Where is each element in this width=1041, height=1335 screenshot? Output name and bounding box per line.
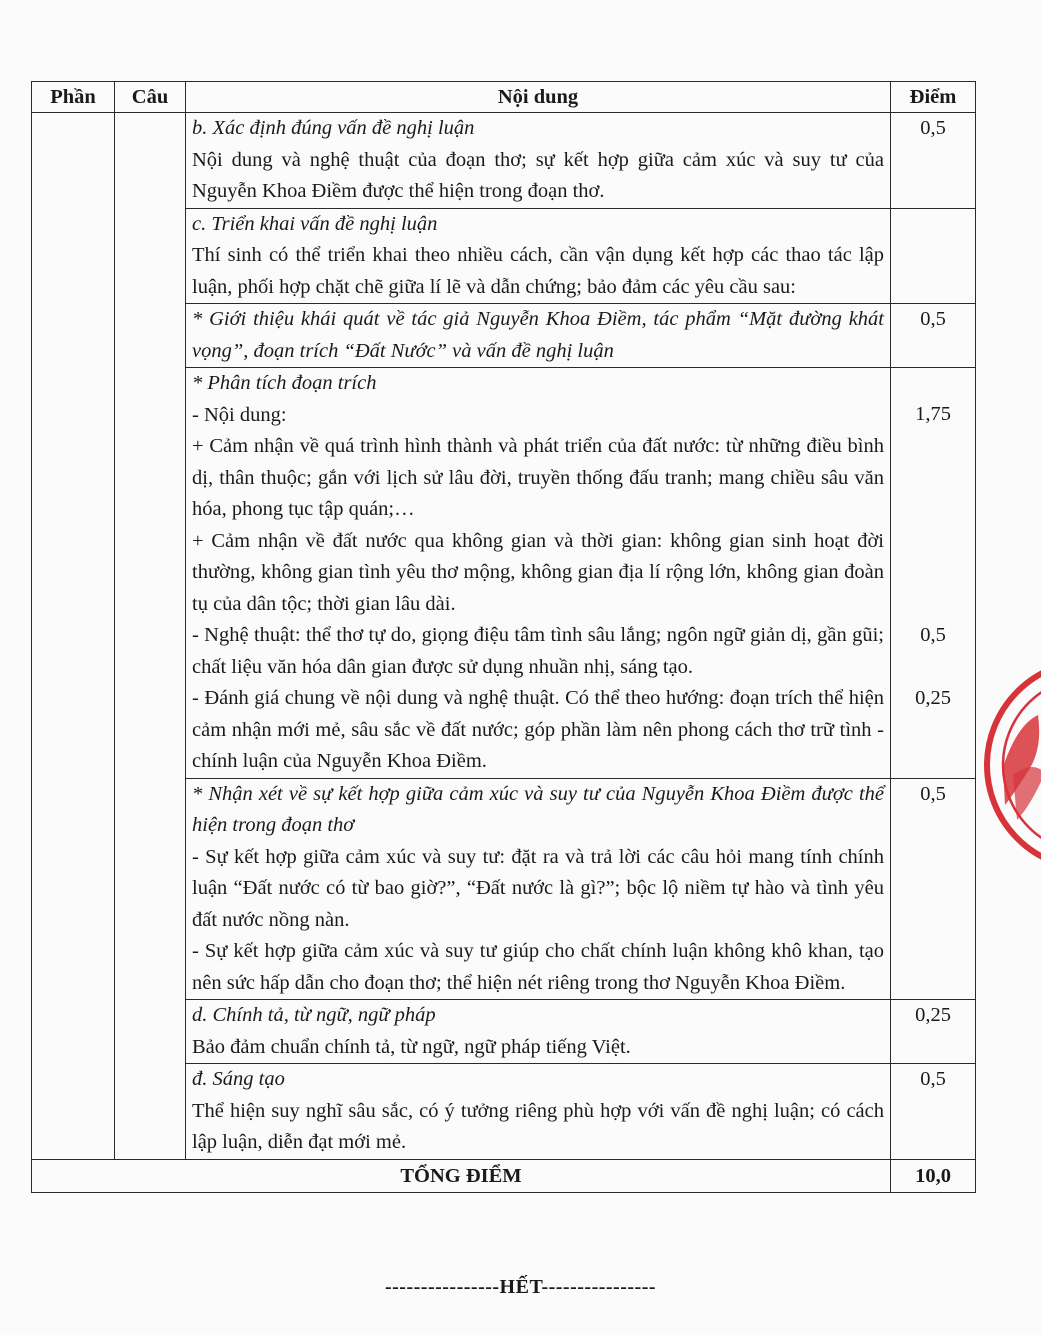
- header-part: Phần: [32, 82, 115, 113]
- analysis-content-score: 1,75: [915, 403, 951, 425]
- remark-content: [186, 778, 891, 1000]
- section-c-score: [891, 208, 976, 304]
- intro-content: [186, 304, 891, 368]
- section-b-text: Nội dung và nghệ thuật của đoạn thơ; sự kết hợp giữa cảm xúc và suy tư của Nguyễn Khoa Điềm được thể hiện trong đoạn thơ.: [192, 148, 884, 202]
- table-header-row: [32, 82, 976, 113]
- remark-point-2: - Sự kết hợp giữa cảm xúc và suy tư giúp cho chất chính luận không khô khan, tạo nên sức hấp dẫn cho đoạn thơ; thể hiện nét riêng trong thơ Nguyễn Khoa Điềm.: [192, 940, 884, 994]
- section-b-score: 0,5: [891, 113, 976, 209]
- analysis-eval: - Đánh giá chung về nội dung và nghệ thuật. Có thể theo hướng: đoạn trích thể hiện cảm nhận mới mẻ, sâu sắc về đất nước; góp phần làm nên phong cách thơ trữ tình - chính luận của Nguyễn Khoa Điềm.: [192, 687, 884, 772]
- grading-table: [31, 81, 976, 1193]
- total-score: 10,0: [891, 1159, 976, 1192]
- analysis-content-label: - Nội dung:: [192, 403, 287, 426]
- section-d-score: 0,25: [891, 1000, 976, 1064]
- remark-title: * Nhận xét về sự kết hợp giữa cảm xúc và suy tư của Nguyễn Khoa Điềm được thể hiện trong đoạn thơ: [192, 782, 884, 836]
- header-content: Nội dung: [186, 82, 891, 113]
- header-question: Câu: [115, 82, 186, 113]
- remark-point-1: - Sự kết hợp giữa cảm xúc và suy tư: đặt ra và trả lời các câu hỏi mang tính chính luận “Đất nước có từ bao giờ?”, “Đất nước là gì?”; bộc lộ niềm tự hào và tình yêu đất nước nồng nàn.: [192, 845, 884, 931]
- red-seal-stamp: [983, 655, 1041, 875]
- analysis-scores: [891, 368, 976, 779]
- section-c-content: [186, 208, 891, 304]
- section-b-content: [186, 113, 891, 209]
- analysis-art: - Nghệ thuật: thể thơ tự do, giọng điệu tâm tình sâu lắng; ngôn ngữ giản dị, gần gũi; chất liệu văn hóa dân gian được sử dụng nhuần nhị, sáng tạo.: [192, 624, 884, 678]
- section-e-score: 0,5: [891, 1064, 976, 1160]
- analysis-content: [186, 368, 891, 779]
- question-cell: [115, 113, 186, 1160]
- section-c-text: Thí sinh có thể triển khai theo nhiều cách, cần vận dụng kết hợp các thao tác lập luận, phối hợp chặt chẽ giữa lí lẽ và dẫn chứng; bảo đảm các yêu cầu sau:: [192, 244, 884, 298]
- section-d-text: Bảo đảm chuẩn chính tả, từ ngữ, ngữ pháp tiếng Việt.: [192, 1035, 631, 1058]
- header-score: Điểm: [891, 82, 976, 113]
- part-cell: [32, 113, 115, 1160]
- table-row: [32, 113, 976, 209]
- analysis-point-1: + Cảm nhận về quá trình hình thành và phát triển của đất nước: từ những điều bình dị, thân thuộc; gắn với lịch sử lâu đời, truyền thống đấu tranh; mang chiều sâu văn hóa, phong tục tập quán;…: [192, 435, 884, 520]
- analysis-point-2: + Cảm nhận về đất nước qua không gian và thời gian: không gian sinh hoạt đời thường, không gian tình yêu thơ mộng, không gian địa lí rộng lớn, không gian đoàn tụ của dân tộc; thời gian lâu dài.: [192, 529, 884, 615]
- analysis-title: * Phân tích đoạn trích: [192, 372, 377, 394]
- intro-score: 0,5: [891, 304, 976, 368]
- total-label: TỔNG ĐIỂM: [32, 1159, 891, 1192]
- total-row: [32, 1159, 976, 1192]
- section-e-text: Thể hiện suy nghĩ sâu sắc, có ý tưởng riêng phù hợp với vấn đề nghị luận; có cách lập luận, diễn đạt mới mẻ.: [192, 1099, 884, 1153]
- section-b-title: b. Xác định đúng vấn đề nghị luận: [192, 117, 475, 139]
- intro-text: * Giới thiệu khái quát về tác giả Nguyễn Khoa Điềm, tác phẩm “Mặt đường khát vọng”, đoạn trích “Đất Nước” và vấn đề nghị luận: [192, 308, 884, 362]
- remark-score: 0,5: [891, 778, 976, 1000]
- section-d-content: [186, 1000, 891, 1064]
- section-c-title: c. Triển khai vấn đề nghị luận: [192, 212, 438, 235]
- end-marker: ----------------HẾT----------------: [384, 1276, 657, 1298]
- section-e-content: [186, 1064, 891, 1160]
- section-d-title: d. Chính tả, từ ngữ, ngữ pháp: [192, 1004, 436, 1026]
- analysis-art-score: 0,5: [920, 624, 946, 646]
- analysis-eval-score: 0,25: [915, 687, 951, 709]
- section-e-title: đ. Sáng tạo: [192, 1068, 285, 1090]
